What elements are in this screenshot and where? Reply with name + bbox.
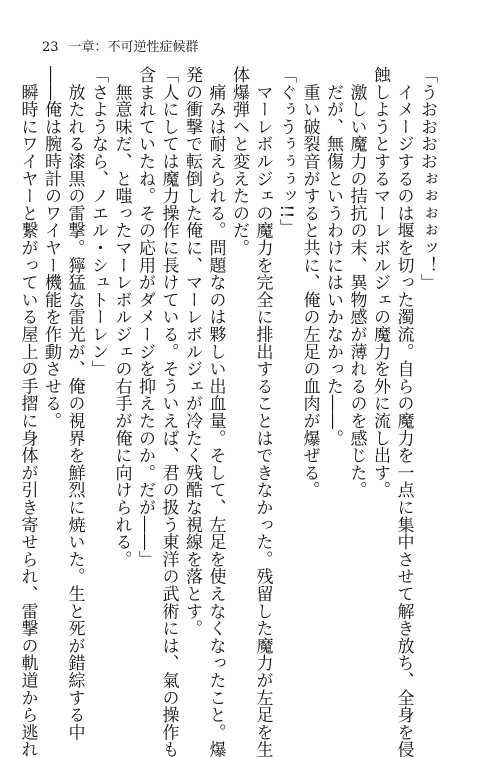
text-line: 無意味だ、と嗤ったマーレボルジェの右手が俺に向けられる。 bbox=[111, 66, 132, 568]
page-number: 23 bbox=[42, 40, 59, 55]
text-line: 「人にしては魔力操作に長けている。そういえば、君の扱う東洋の武術には、氣の操作も bbox=[158, 66, 179, 758]
text-line: 重い破裂音がすると共に、俺の左足の血肉が爆ぜる。 bbox=[299, 66, 320, 499]
text-line: 蝕しようとするマーレボルジェの魔力を外に流し出す。 bbox=[370, 66, 390, 499]
text-line: 「ぐぅうぅぅぅッ!!」 bbox=[276, 66, 296, 236]
text-line: マーレボルジェの魔力を完全に排出することはできなかった。残留した魔力が左足を生 bbox=[252, 66, 273, 758]
text-line: ――俺は腕時計のワイヤー機能を作動させる。 bbox=[41, 66, 61, 430]
text-line: 体爆弾へと変えたのだ。 bbox=[229, 66, 249, 257]
text-line: イメージするのは堰を切った濁流。自らの魔力を一点に集中させて解き放ち、全身を侵 bbox=[393, 66, 414, 758]
text-line: 「うおおおおぉぉぉぉッ！」 bbox=[417, 66, 437, 291]
text-line: 発の衝撃で転倒した俺に、マーレボルジェが冷たく残酷な視線を落とす。 bbox=[182, 66, 202, 637]
text-line: 「さようなら、ノエル・シュトーレン」 bbox=[88, 66, 108, 378]
text-line: 激しい魔力の拮抗の末、異物感が薄れるのを感じた。 bbox=[346, 66, 367, 499]
text-line: 痛みは耐えられる。問題なのは夥しい出血量。そして、左足を使えなくなったこと。爆 bbox=[205, 66, 226, 758]
text-line: 放たれる漆黒の雷撃。獰猛な雷光が、俺の視界を鮮烈に焼いた。生と死が錯綜する中 bbox=[64, 66, 85, 741]
chapter-title: 一章：不可逆性症候群 bbox=[68, 40, 199, 55]
text-line: 瞬時にワイヤーと繋がっている屋上の手摺に身体が引き寄せられ、雷撃の軌道から逃れ bbox=[17, 66, 38, 758]
text-line: だが、無傷というわけにはいかなかった――。 bbox=[323, 66, 343, 447]
novel-body-text bbox=[15, 66, 438, 758]
text-line: 含まれていたね。その応用がダメージを抑えたのか。だが――」 bbox=[135, 66, 155, 568]
page-header bbox=[42, 36, 199, 55]
